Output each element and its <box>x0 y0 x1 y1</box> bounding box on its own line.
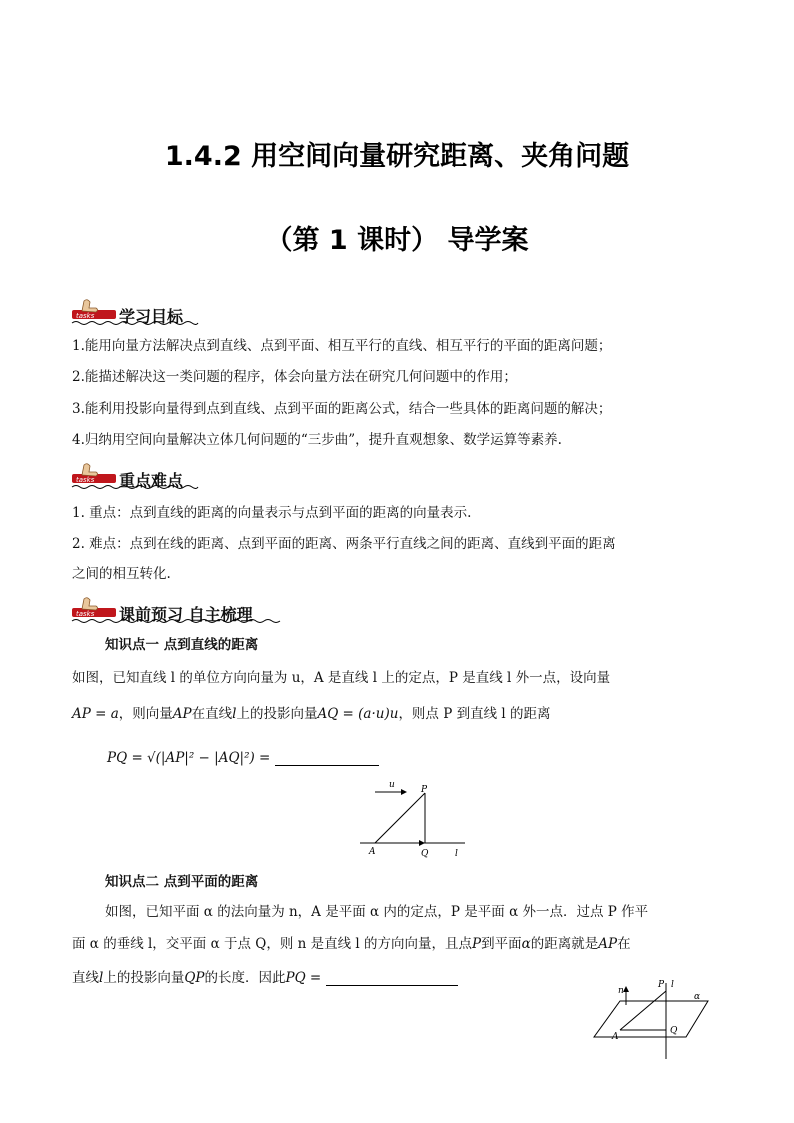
label-p: P <box>658 980 665 990</box>
page-subtitle: （第 1 课时） 导学案 <box>265 225 529 256</box>
figure-point-to-plane <box>590 975 715 1061</box>
k2-paragraph-line3 <box>72 968 458 988</box>
k2-text-segment: 到平面 <box>481 936 522 952</box>
svg-text:tasks: tasks <box>76 312 95 320</box>
vector-ap: AP <box>598 936 618 952</box>
section-key-title: 重点难点 <box>119 471 184 490</box>
vector-ap: AP <box>172 706 192 722</box>
wave-underline-icon <box>70 484 200 490</box>
label-p: P <box>421 785 428 795</box>
pq-equals: PQ = <box>285 970 322 986</box>
label-l: l <box>671 980 674 990</box>
label-u: u <box>389 780 395 790</box>
goal-item-1: 1.能用向量方法解决点到直线、点到平面、相互平行的直线、相互平行的平面的距离问题； <box>72 338 612 354</box>
line-l: l <box>232 706 237 722</box>
svg-text:tasks: tasks <box>76 476 95 484</box>
k1-title: 知识点一 点到直线的距离 <box>105 637 259 653</box>
k2-paragraph-line2 <box>72 934 631 954</box>
section-preview-title: 课前预习 自主梳理 <box>119 605 253 624</box>
svg-text:tasks: tasks <box>76 610 95 618</box>
label-n: n <box>618 986 624 996</box>
k1-text-segment: ，则向量 <box>118 706 173 722</box>
label-l: l <box>455 849 458 859</box>
wave-underline-icon <box>70 320 200 326</box>
answer-blank[interactable] <box>326 971 458 986</box>
section-goals-title: 学习目标 <box>119 307 184 326</box>
projection-formula: AQ = (a·u)u <box>317 706 399 722</box>
k2-text-segment: 直线 <box>72 970 99 986</box>
distance-formula <box>107 748 379 768</box>
k1-text-segment: ，则点 P 到直线 l 的距离 <box>398 706 551 722</box>
answer-blank[interactable] <box>275 751 379 766</box>
vector-ap-eq-a: AP = a <box>72 706 119 722</box>
label-q: Q <box>421 849 429 859</box>
goal-item-2: 2.能描述解决这一类问题的程序，体会向量方法在研究几何问题中的作用； <box>72 369 517 385</box>
k1-paragraph-line2 <box>72 704 551 724</box>
line-l: l <box>99 970 104 986</box>
point-p: P <box>472 936 482 952</box>
k1-text-segment: 上的投影向量 <box>236 706 318 722</box>
k2-text-segment: 的距离就是 <box>530 936 599 952</box>
k2-text-segment: 在 <box>617 936 631 952</box>
key-item-2: 2. 难点：点到在线的距离、点到平面的距离、两条平行直线之间的距离、直线到平面的距离 <box>72 536 616 552</box>
k2-text-segment: 的长度．因此 <box>204 970 286 986</box>
label-alpha: α <box>694 992 701 1002</box>
pq-formula: PQ = √(|AP|² − |AQ|²) = <box>107 750 271 766</box>
label-a: A <box>612 1032 619 1042</box>
key-item-3: 之间的相互转化. <box>72 566 171 582</box>
figure-point-to-line <box>355 778 475 860</box>
page-title: 1.4.2 用空间向量研究距离、夹角问题 <box>164 141 630 172</box>
k2-text-segment: 上的投影向量 <box>103 970 185 986</box>
k2-title: 知识点二 点到平面的距离 <box>105 874 259 890</box>
goal-item-4: 4.归纳用空间向量解决立体几何问题的“三步曲”，提升直观想象、数学运算等素养. <box>72 432 562 448</box>
label-a: A <box>369 847 376 857</box>
k2-paragraph-line1: 如图，已知平面 α 的法向量为 n，A 是平面 α 内的定点，P 是平面 α 外一点．过点 P 作平 <box>105 904 649 920</box>
k1-text-segment: 在直线 <box>191 706 233 722</box>
goal-item-3: 3.能利用投影向量得到点到直线、点到平面的距离公式，结合一些具体的距离问题的解决； <box>72 401 612 417</box>
label-q: Q <box>670 1026 678 1036</box>
plane-alpha: α <box>521 936 531 952</box>
k1-paragraph-line1: 如图，已知直线 l 的单位方向向量为 u，A 是直线 l 上的定点，P 是直线 l 外一点，设向量 <box>72 670 611 686</box>
key-item-1: 1. 重点：点到直线的距离的向量表示与点到平面的距离的向量表示. <box>72 505 472 521</box>
k2-text-segment: 面 α 的垂线 l，交平面 α 于点 Q，则 n 是直线 l 的方向向量，且点 <box>72 936 473 952</box>
vector-qp: QP <box>184 970 205 986</box>
wave-underline-icon <box>70 618 285 624</box>
